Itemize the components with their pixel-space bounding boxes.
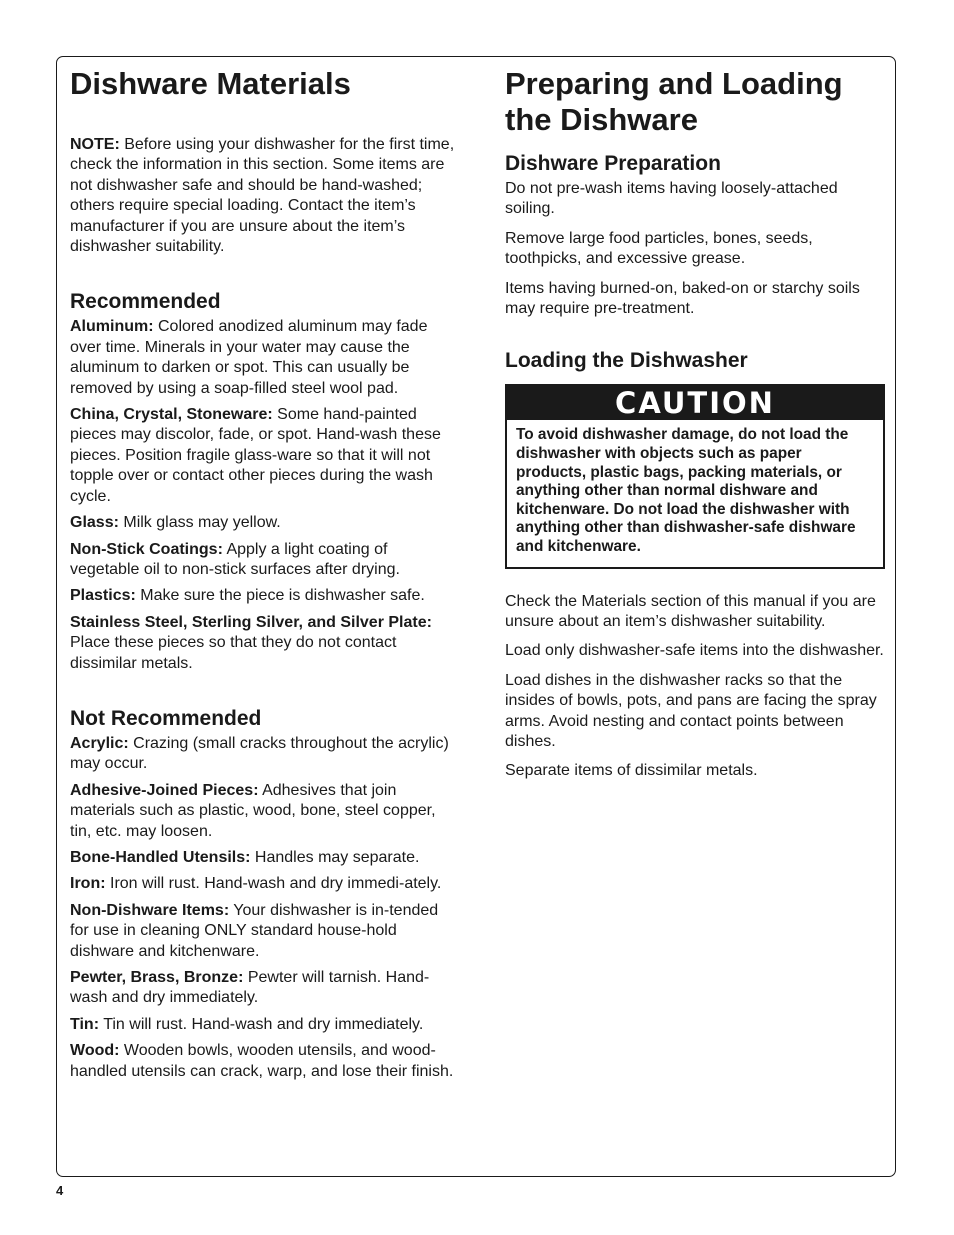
notrec-item-label: Wood: xyxy=(70,1042,120,1060)
notrec-item-acrylic xyxy=(70,734,455,775)
notrec-item-tin xyxy=(70,1015,455,1035)
notrec-item-text: Wooden bowls, wooden utensils, and wood-handled utensils can crack, warp, and lose their finish. xyxy=(70,1042,454,1080)
loading-paragraph: Check the Materials section of this manual if you are unsure about an item’s dishwasher suitability. xyxy=(505,592,876,630)
recommended-heading: Recommended xyxy=(70,290,221,314)
notrec-item-text: Tin will rust. Hand-wash and dry immediately. xyxy=(99,1015,424,1033)
note-label: NOTE: xyxy=(70,136,120,153)
notrec-item-text: Iron will rust. Hand-wash and dry immedi-ately. xyxy=(105,875,442,893)
notrec-item-text: Handles may separate. xyxy=(250,848,420,866)
rec-item-text: Make sure the piece is dishwasher safe. xyxy=(135,587,425,605)
rec-item-label: Glass: xyxy=(70,514,119,532)
caution-title: CAUTION xyxy=(507,386,883,420)
notrec-item-label: Non-Dishware Items: xyxy=(70,901,230,919)
notrec-item-non-dishware xyxy=(70,901,455,962)
rec-item-label: Aluminum: xyxy=(70,318,154,336)
rec-item-label: Non-Stick Coatings: xyxy=(70,540,223,558)
page-title-preparing-loading xyxy=(505,66,887,138)
notrec-item-label: Iron: xyxy=(70,875,106,893)
rec-item-plastics xyxy=(70,586,455,606)
not-recommended-heading: Not Recommended xyxy=(70,706,262,730)
preparing-loading-column xyxy=(505,66,887,782)
rec-item-label: Stainless Steel, Sterling Silver, and Silver Plate: xyxy=(70,613,432,631)
notrec-item-text: Adhesives that join materials such as plastic, wood, bone, steel copper, tin, etc. may loosen. xyxy=(70,781,436,840)
rec-item-text: Milk glass may yellow. xyxy=(118,514,281,532)
page-title-dishware-materials: Dishware Materials xyxy=(70,66,351,101)
dishware-materials-column xyxy=(70,66,455,1082)
rec-item-stainless xyxy=(70,613,455,674)
notrec-item-pewter xyxy=(70,968,455,1009)
rec-item-glass xyxy=(70,513,455,533)
loading-paragraph: Separate items of dissimilar metals. xyxy=(505,762,758,780)
dishware-preparation-heading: Dishware Preparation xyxy=(505,152,721,175)
notrec-item-text: Pewter will tarnish. Hand-wash and dry immediately. xyxy=(70,969,430,1007)
notrec-item-text: Your dishwasher is in-tended for use in cleaning ONLY standard house-hold dishware and kitchenware. xyxy=(70,901,439,960)
notrec-item-label: Tin: xyxy=(70,1015,100,1033)
title-line-1: Preparing and Loading xyxy=(505,66,843,101)
notrec-item-adhesive xyxy=(70,781,455,842)
notrec-item-bone-handled xyxy=(70,848,455,868)
loading-paragraph: Load only dishwasher-safe items into the dishwasher. xyxy=(505,642,884,660)
rec-item-non-stick xyxy=(70,540,455,581)
rec-item-text: Place these pieces so that they do not contact dissimilar metals. xyxy=(70,634,397,672)
rec-item-text: Colored anodized aluminum may fade over time. Minerals in your water may cause the aluminum to darken or spot. This can usually be removed by using a soap-filled steel wool pad. xyxy=(70,318,428,397)
rec-item-china xyxy=(70,405,455,507)
notrec-item-label: Pewter, Brass, Bronze: xyxy=(70,969,244,986)
prep-paragraph: Items having burned-on, baked-on or starchy soils may require pre-treatment. xyxy=(505,279,860,318)
loading-dishwasher-heading: Loading the Dishwasher xyxy=(505,349,748,373)
note-paragraph xyxy=(70,135,455,257)
rec-item-aluminum xyxy=(70,317,455,399)
rec-item-text: Some hand-painted pieces may discolor, fade, or spot. Hand-wash these pieces. Position fragile glass-ware so that it will not topple over or contact other pieces during the wash cycle. xyxy=(70,406,441,505)
notrec-item-label: Bone-Handled Utensils: xyxy=(70,848,251,866)
caution-text: To avoid dishwasher damage, do not load the dishwasher with objects such as paper products, plastic bags, packing materials, or anything other than normal dishware and kitchenware. Do not load the dishwasher with anything other than dishwasher-safe dishware and kitchenware. xyxy=(516,426,856,555)
note-text: Before using your dishwasher for the first time, check the information in this section. Some items are not dishwasher safe and should be hand-washed; others require special loading. Contact the item’s manufacturer if you are unsure about the item’s dishwasher suitability. xyxy=(70,136,455,256)
rec-item-label: Plastics: xyxy=(70,587,136,605)
notrec-item-iron xyxy=(70,874,455,894)
notrec-item-label: Acrylic: xyxy=(70,734,129,752)
notrec-item-label: Adhesive-Joined Pieces: xyxy=(70,781,259,799)
rec-item-text: Apply a light coating of vegetable oil to non-stick surfaces after drying. xyxy=(70,540,400,578)
rec-item-label: China, Crystal, Stoneware: xyxy=(70,406,273,424)
notrec-item-wood xyxy=(70,1041,455,1082)
prep-paragraph: Do not pre-wash items having loosely-attached soiling. xyxy=(505,180,838,218)
title-line-2: the Dishware xyxy=(505,102,698,137)
caution-box xyxy=(505,384,885,568)
prep-paragraph: Remove large food particles, bones, seeds, toothpicks, and excessive grease. xyxy=(505,229,813,268)
notrec-item-text: Crazing (small cracks throughout the acrylic) may occur. xyxy=(70,734,449,773)
page-number: 4 xyxy=(56,1183,64,1198)
loading-paragraph: Load dishes in the dishwasher racks so that the insides of bowls, pots, and pans are facing the spray arms. Avoid nesting and contact points between dishes. xyxy=(505,671,877,751)
